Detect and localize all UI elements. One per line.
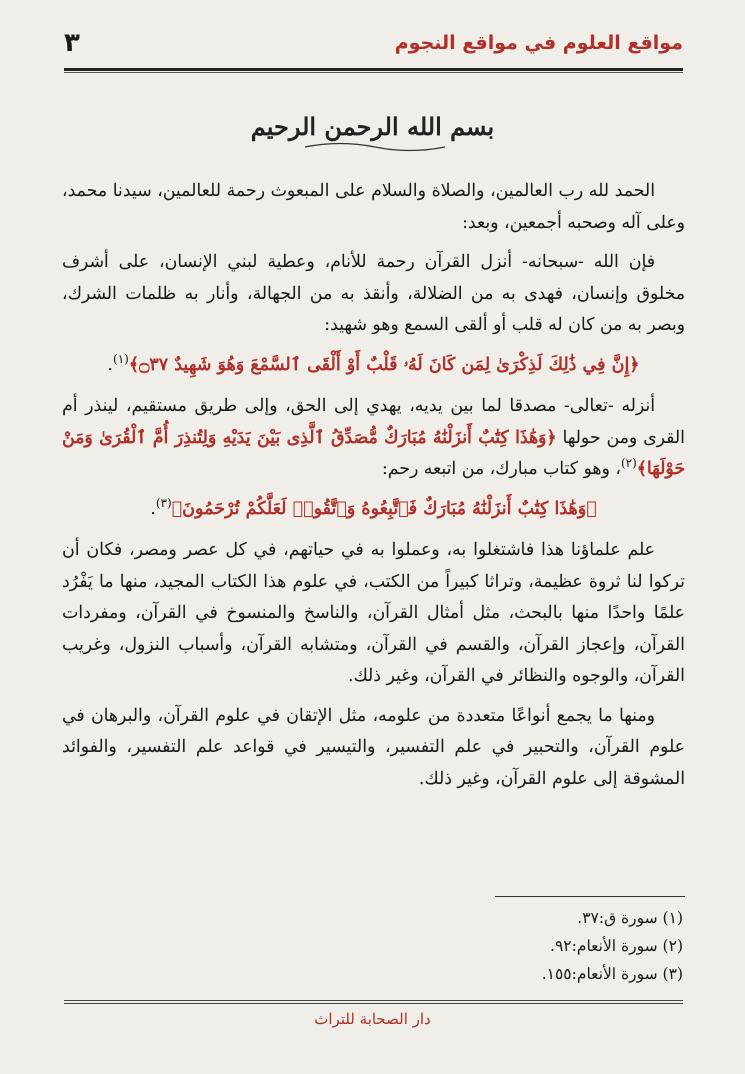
paragraph-text: ، وهو كتاب مبارك، من اتبعه رحم: — [381, 459, 621, 479]
paragraph-scholars: علم علماؤنا هذا فاشتغلوا به، وعملوا به في حياتهم، في كل عصر ومصر، فكان أن تركوا لنا ثروة عظيمة، وتراثا كبيراً من الكتب، في علوم هذا الكتاب المجيد، منها ما يَفْرُد علمًا واحدًا منها بالبحث، مثل أمثال القرآن، والناسخ والمنسوخ في القرآن، ومفردات القرآن، وإعجاز القرآن، والقسم في القرآن، ومتشابه القرآن، وأسباب النزول، وغريب القرآن، والوجوه والنظائر في القرآن، وغير ذلك. — [62, 540, 685, 686]
footnotes — [183, 904, 683, 988]
footnote-rule — [495, 896, 685, 897]
paragraph-compilations: ومنها ما يجمع أنواعًا متعددة من علومه، مثل الإتقان في علوم القرآن، والبرهان في علوم القرآن، والتحبير في علم التفسير، والتيسير في قواعد علم التفسير، والفوائد المشوقة إلى علوم القرآن، وغير ذلك. — [62, 705, 685, 789]
quran-verse-3: ﴿وَهَٰذَا كِتَٰبٌ أَنزَلْنَٰهُ مُبَارَكٌ فَٱتَّبِعُوهُ وَٱتَّقُوا۟ لَعَلَّكُمْ تُرْحَمُونَ﴾$^{(٣)}$. — [150, 495, 597, 519]
footnote-item: (١) سورة ق:٣٧. — [577, 909, 683, 927]
quran-verse-2: ﴿وَهَٰذَا كِتَٰبٌ أَنزَلْنَٰهُ مُبَارَكٌ مُّصَدِّقُ ٱلَّذِى بَيْنَ يَدَيْهِ وَلِتُنذِرَ أُمَّ ٱلْقُرَىٰ وَمَنْ حَوْلَهَا﴾ — [62, 427, 685, 479]
footnote-ref-1: (١) — [113, 351, 129, 366]
header-rule-thin — [64, 72, 683, 73]
running-header — [64, 30, 683, 70]
footnote-ref-3: (٣) — [155, 495, 172, 510]
verse-text: ﴿وَهَٰذَا كِتَٰبٌ أَنزَلْنَٰهُ مُبَارَكٌ فَٱتَّبِعُوهُ وَٱتَّقُوا۟ لَعَلَّكُمْ تُرْحَمُونَ﴾ — [171, 498, 597, 519]
book-title: مواقع العلوم في مواقع النجوم — [394, 32, 683, 54]
quran-verse-1: ﴿إِنَّ فِي ذَٰلِكَ لَذِكْرَىٰ لِمَن كَانَ لَهُۥ قَلْبٌ أَوْ أَلْقَى ٱلسَّمْعَ وَهُوَ شَهِيدٌ ۝٣٧﴾$^{(١)}$. — [107, 351, 640, 375]
footnote-item: (٣) سورة الأنعام:١٥٥. — [541, 965, 683, 983]
publisher-name: دار الصحابة للتراث — [314, 1010, 431, 1028]
basmala: بسم الله الرحمن الرحيم — [250, 112, 495, 141]
paragraph-revelation: فإن الله -سبحانه- أنزل القرآن رحمة للأنام، وعطية لبني الإنسان، على أشرف مخلوق وإنسان، فهدى به من الضلالة، وأنقذ به من الجهالة، وأنار به ظلمات الشرك، وبصر به من كان له قلب أو ألقى السمع وهو شهيد: — [62, 252, 685, 335]
paragraph-intro: الحمد لله رب العالمين، والصلاة والسلام على المبعوث رحمة للعالمين، سيدنا محمد، وعلى آله وصحبه أجمعين، وبعد: — [62, 181, 685, 233]
verse-text: ﴿إِنَّ فِي ذَٰلِكَ لَذِكْرَىٰ لِمَن كَانَ لَهُۥ قَلْبٌ أَوْ أَلْقَى ٱلسَّمْعَ وَهُوَ شَهِيدٌ ۝٣٧﴾ — [128, 354, 640, 375]
paragraph-text: أنزله -تعالى- مصدقا لما بين يديه، يهدي إلى الحق، وإلى طريق مستقيم، لينذر أم القرى ومن حولها — [62, 396, 685, 448]
footer-rule — [64, 1000, 683, 1001]
paragraph-description — [62, 391, 685, 486]
page-number: ٣ — [64, 28, 80, 58]
main-text — [62, 176, 685, 803]
footer-rule-thin — [64, 1003, 683, 1004]
basmala-ornament — [300, 140, 450, 154]
header-rule — [64, 68, 683, 71]
footnote-item: (٢) سورة الأنعام:٩٢. — [550, 937, 683, 955]
footnote-ref-2: (٢) — [620, 456, 637, 471]
